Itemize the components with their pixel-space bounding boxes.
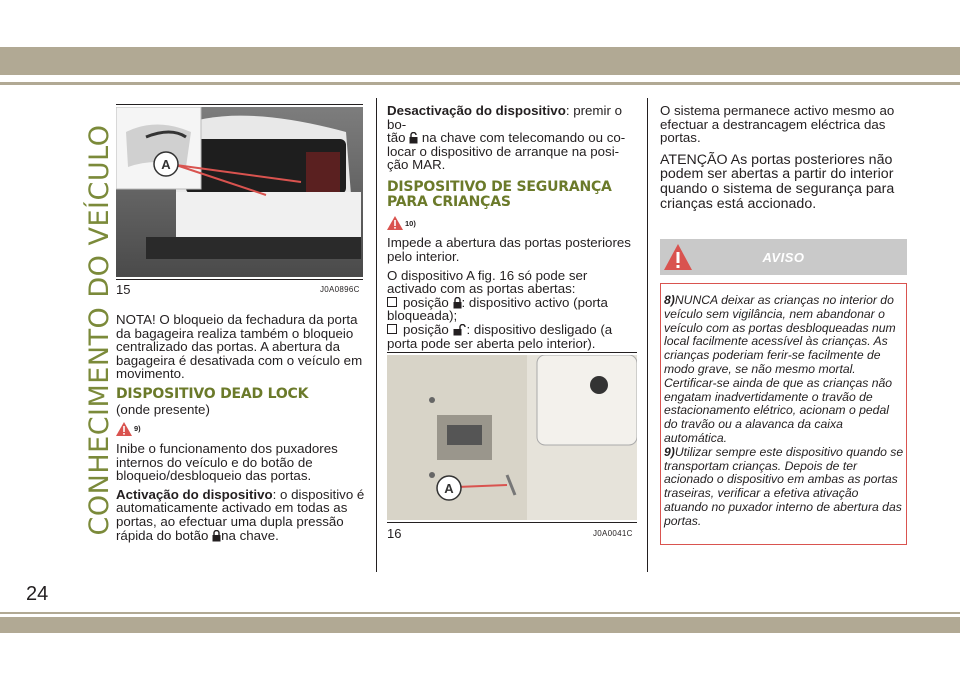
column-3: [660, 104, 910, 216]
lock-icon: [212, 530, 221, 542]
warning-text: [664, 294, 904, 529]
desactivacao-text-2: tão: [387, 130, 406, 146]
pos1-label: posição: [403, 294, 449, 310]
atencao-paragraph: ATENÇÃO As portas posteriores não podem ser abertas a partir do interior quando o sistema de segurança para crianças está accionado.: [660, 151, 895, 212]
dead-lock-subtitle: (onde presente): [116, 401, 210, 417]
bullet-box: [387, 297, 397, 307]
warning-header: [660, 239, 907, 275]
unlock-icon: [409, 132, 418, 144]
pos1-text: : dispositivo activo (porta bloqueada);: [387, 294, 608, 324]
child-lock-icon: [453, 297, 462, 309]
column-1: [116, 313, 366, 547]
desactivacao-text-3: na chave com telecomando ou co-: [421, 130, 626, 146]
activacao-text: : o dispositivo é automaticamente activado em todas as portas, ao efectuar uma dupla pressão rápida do botão: [116, 486, 365, 543]
figure16-number: 16: [387, 526, 402, 541]
child-unlock-icon: [453, 324, 467, 336]
desactivacao-label: Desactivação do dispositivo: [387, 103, 566, 118]
column-divider-2: [647, 98, 648, 572]
figure16-bottom-rule: [387, 522, 637, 523]
bottom-rule: [0, 612, 960, 614]
figure15-code: J0A0896C: [320, 285, 360, 294]
warning-ref-9: 9): [134, 424, 141, 434]
figure15-callout: A: [161, 157, 171, 172]
warning-ref-10: 10): [405, 218, 416, 228]
figure16-top-rule: [387, 352, 637, 353]
warning-8-text: NUNCA deixar as crianças no interior do veículo sem vigilância, nem abandonar o veículo com as portas desbloqueadas num local facilmente acessível às crianças. As crianças poderiam ferir-se facilmente de modo grave, se não mesmo mortal. Certificar-se ainda de que as crianças não engatam inadvertidamente o travão de estacionamento elétrico, acionam o pedal do travão ou a alavanca da caixa automática.: [664, 293, 896, 445]
bottom-band: [0, 617, 960, 633]
figure15-image: [116, 107, 363, 277]
figure15-number: 15: [116, 282, 131, 297]
activacao-label: Activação do dispositivo: [116, 486, 273, 502]
warning-triangle-icon: [116, 422, 132, 436]
warning-title: AVISO: [762, 250, 805, 265]
pos2-label: posição: [403, 322, 449, 338]
child-safety-heading-1: DISPOSITIVO DE SEGURANÇA: [387, 178, 612, 195]
figure16-image: [387, 355, 637, 520]
impede-paragraph: Impede a abertura das portas posteriores pelo interior.: [387, 235, 631, 265]
pos2-text: : dispositivo desligado (a porta pode ser aberta pelo interior).: [387, 322, 613, 351]
page-number: 24: [26, 583, 49, 605]
figure16-code: J0A0041C: [593, 529, 633, 538]
top-band: [0, 47, 960, 75]
desactivacao-text-4: locar o dispositivo de arranque na posi-: [387, 143, 620, 159]
child-safety-heading-2: PARA CRIANÇAS: [387, 193, 511, 210]
warning-9-text: Utilizar sempre este dispositivo quando se transportam crianças. Depois de ter acionado o dispositivo em ambas as portas traseiras, verificar a efetiva ativação atuando no puxador interno de abertura das portas.: [664, 444, 904, 528]
desactivacao-text-5: ção MAR.: [387, 157, 446, 173]
warning-9-number: 9): [664, 444, 675, 459]
bullet-box: [387, 324, 397, 334]
dead-lock-heading: DISPOSITIVO DEAD LOCK: [116, 385, 309, 402]
desactivacao-text: : premir o bo-: [387, 103, 622, 132]
warning-8-number: 8): [664, 293, 675, 307]
figure15-bottom-rule: [116, 279, 363, 280]
column-2: [387, 104, 637, 355]
figure15-top-rule: [116, 104, 363, 105]
side-section-title: CONHECIMENTO DO VEÍCULO: [84, 124, 115, 536]
nota-paragraph: NOTA! O bloqueio da fechadura da porta da bagageira realiza também o bloqueio centralizado das portas. A abertura da bagageira é desativada com o veículo em movimento.: [116, 312, 363, 382]
inibe-paragraph: Inibe o funcionamento dos puxadores internos do veículo e do botão de bloqueio/desbloqueio das portas.: [116, 441, 338, 484]
dispositivo-paragraph: O dispositivo A fig. 16 só pode ser activado com as portas abertas:: [387, 267, 588, 297]
column-divider-1: [376, 98, 377, 572]
figure16-callout: A: [444, 481, 454, 496]
top-rule: [0, 82, 960, 85]
sistema-paragraph: O sistema permanece activo mesmo ao efectuar a destrancagem eléctrica das portas.: [660, 103, 895, 146]
activacao-tail: na chave.: [221, 527, 279, 543]
warning-triangle-icon: [387, 216, 403, 230]
